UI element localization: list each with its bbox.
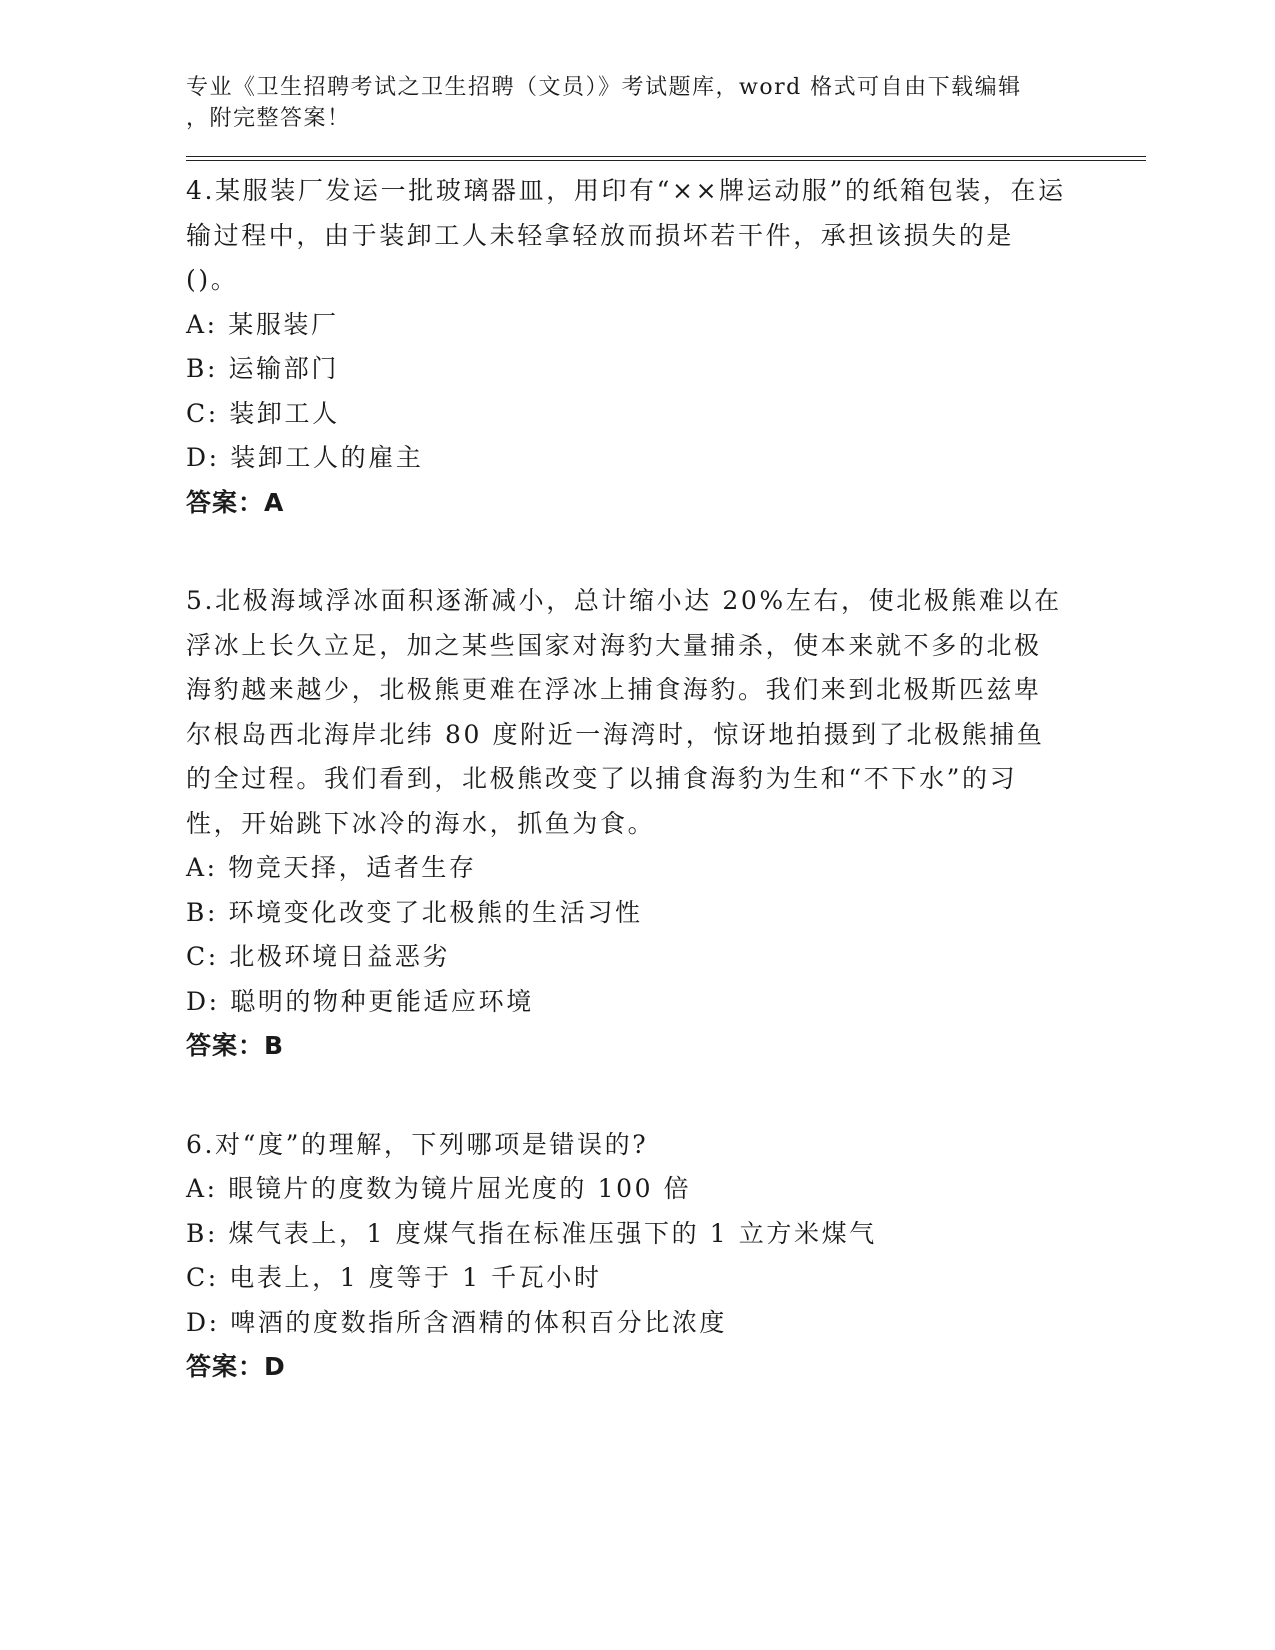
question-stem: 5.北极海域浮冰面积逐渐减小，总计缩小达 20%左右，使北极熊难以在浮冰上长久立足，加之某些国家对海豹大量捕杀，使本来就不多的北极海豹越来越少，北极熊更难在浮冰上捕食海豹。我们来到北极斯匹兹卑尔根岛西北海岸北纬 80 度附近一海湾时，惊讶地拍摄到了北极熊捕鱼的全过程。我们看到，北极熊改变了以捕食海豹为生和“不下水”的习性，开始跳下冰冷的海水，抓鱼为食。 <box>186 586 1062 838</box>
option-c: C: 北极环境日益恶劣 <box>186 942 451 971</box>
answer-label: 答案：B <box>186 1031 285 1060</box>
option-c: C: 装卸工人 <box>186 398 340 428</box>
option-d: D: 啤酒的度数指所含酒精的体积百分比浓度 <box>186 1307 728 1337</box>
question-5 <box>186 579 1146 1069</box>
document-header <box>186 72 1066 134</box>
header-line-2: ，附完整答案！ <box>186 106 351 131</box>
question-stem: 4.某服装厂发运一批玻璃器皿，用印有“××牌运动服”的纸箱包装，在运输过程中，由于装卸工人未轻拿轻放而损坏若干件，承担该损失的是()。 <box>186 176 1066 294</box>
answer-label: 答案：D <box>186 1352 286 1381</box>
spacer <box>186 525 1146 571</box>
header-line-1: 专业《卫生招聘考试之卫生招聘（文员）》考试题库，word 格式可自由下载编辑 <box>186 75 1022 100</box>
option-a: A: 眼镜片的度数为镜片屈光度的 100 倍 <box>186 1174 692 1203</box>
spacer <box>186 1069 1146 1115</box>
question-4 <box>186 169 1146 525</box>
question-6 <box>186 1123 1146 1390</box>
header-divider <box>186 156 1146 161</box>
question-stem: 6.对“度”的理解，下列哪项是错误的? <box>186 1129 649 1159</box>
option-a: A: 某服装厂 <box>186 309 339 339</box>
option-b: B: 环境变化改变了北极熊的生活习性 <box>186 897 643 927</box>
option-d: D: 装卸工人的雇主 <box>186 443 424 472</box>
answer-label: 答案：A <box>186 487 285 517</box>
option-a: A: 物竞天择，适者生存 <box>186 853 477 882</box>
document-page <box>186 72 1146 1390</box>
option-c: C: 电表上，1 度等于 1 千瓦小时 <box>186 1263 602 1292</box>
option-d: D: 聪明的物种更能适应环境 <box>186 986 534 1016</box>
option-b: B: 煤气表上，1 度煤气指在标准压强下的 1 立方米煤气 <box>186 1218 877 1248</box>
option-b: B: 运输部门 <box>186 354 339 383</box>
